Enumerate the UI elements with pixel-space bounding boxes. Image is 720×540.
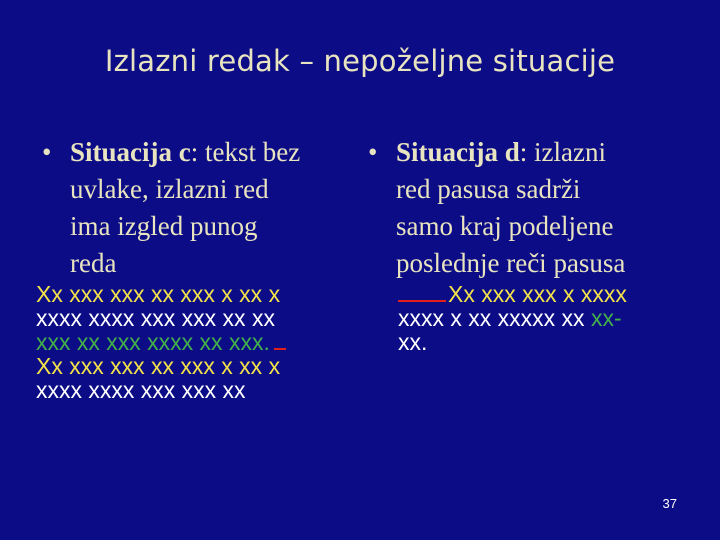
bullet-situacija-c xyxy=(42,134,372,282)
bullet-line: ima izgled punog xyxy=(70,211,258,241)
bullet-mark: • xyxy=(368,137,378,167)
bullet-line: : tekst bez xyxy=(190,137,301,167)
sample-line: Xx xxx xxx xx xxx x xx x xyxy=(36,281,281,307)
bullet-text xyxy=(70,134,372,282)
sample-line: xx. xyxy=(398,329,428,355)
sample-line: xxxx xxxx xxx xxx xx xyxy=(36,377,246,403)
left-column xyxy=(36,134,372,403)
red-marker xyxy=(274,332,286,350)
situacija-d-label: Situacija d xyxy=(396,137,520,167)
sample-line: xxxx x xx xxxxx xx xx- xyxy=(398,305,622,331)
situacija-c-label: Situacija c xyxy=(70,137,191,167)
bullet-line: uvlake, izlazni red xyxy=(70,174,269,204)
bullet-line: poslednje reči pasusa xyxy=(396,248,626,278)
sample-line: xxxx xxxx xxx xxx xx xx xyxy=(36,305,275,331)
bullet-line: : izlazni xyxy=(519,137,606,167)
sample-text-c xyxy=(36,282,372,402)
slide-title: Izlazni redak – nepoželjne situacije xyxy=(104,44,616,78)
bullet-mark: • xyxy=(42,137,52,167)
bullet-situacija-d xyxy=(368,134,708,282)
bullet-text xyxy=(396,134,708,282)
right-column xyxy=(368,134,708,354)
sample-line: xxx xx xxx xxxx xx xxx. xyxy=(36,330,372,354)
page-number: 37 xyxy=(662,496,677,511)
bullet-line: reda xyxy=(70,248,117,278)
sample-line: Xx xxx xxx xx xxx x xx x xyxy=(36,353,281,379)
bullet-line: samo kraj podeljene xyxy=(396,211,614,241)
sample-line: Xx xxx xxx x xxxx xyxy=(398,282,708,306)
red-indent-marker xyxy=(398,282,446,302)
sample-text-d xyxy=(398,282,708,354)
bullet-line: red pasusa sadrži xyxy=(396,174,581,204)
